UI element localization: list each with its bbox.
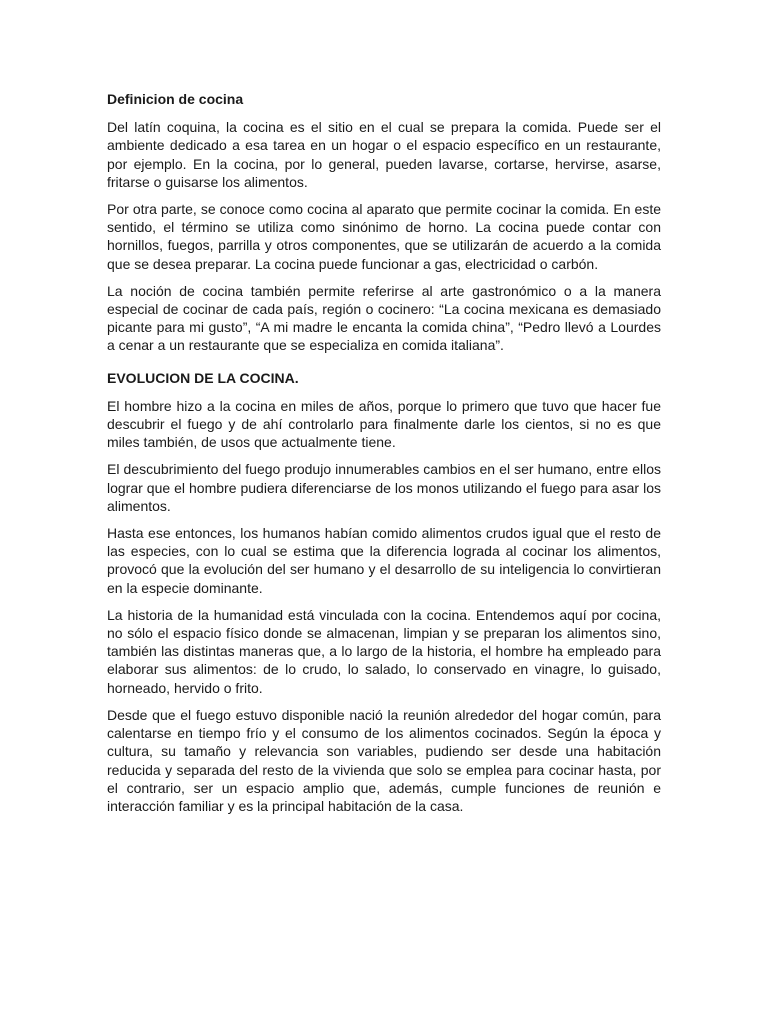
paragraph-definition-1: Del latín coquina, la cocina es el sitio en el cual se prepara la comida. Puede ser el ambiente dedicado a esa tarea en un hogar o el espacio específico en un restaurante, por ejemplo. En la cocina, por lo general, pueden lavarse, cortarse, hervirse, asarse, fritarse o guisarse los alimentos. [107,119,661,190]
paragraph-definition-2: Por otra parte, se conoce como cocina al aparato que permite cocinar la comida. En este sentido, el término se utiliza como sinónimo de horno. La cocina puede contar con hornillos, fuegos, parrilla y otros componentes, que se utilizarán de acuerdo a la comida que se desea preparar. La cocina puede funcionar a gas, electricidad o carbón. [107,201,661,272]
document-page [107,90,661,824]
paragraph-definition-3: La noción de cocina también permite referirse al arte gastronómico o a la manera especial de cocinar de cada país, región o cocinero: “La cocina mexicana es demasiado picante para mi gusto”, “A mi madre le encanta la comida china”, “Pedro llevó a Lourdes a cenar a un restaurante que se especializa en comida italiana”. [107,282,661,354]
paragraph-evolucion-1: El hombre hizo a la cocina en miles de años, porque lo primero que tuvo que hacer fue descubrir el fuego y de ahí controlarlo para finalmente darle los cientos, si no es que miles también, de usos que actualmente tiene. [107,397,661,451]
paragraph-evolucion-4: La historia de la humanidad está vinculada con la cocina. Entendemos aquí por cocina, no sólo el espacio físico donde se almacenan, limpian y se preparan los alimentos sino, también las distintas maneras que, a lo largo de la historia, el hombre ha empleado para elaborar sus alimentos: de lo crudo, lo salado, lo conservado en vinagre, lo guisado, horneado, hervido o frito. [107,606,661,696]
paragraph-evolucion-5: Desde que el fuego estuvo disponible nació la reunión alrededor del hogar común, para calentarse en tiempo frío y el consumo de los alimentos cocinados. Según la época y cultura, su tamaño y relevancia son variables, pudiendo ser desde una habitación reducida y separada del resto de la vivienda que solo se emplea para cocinar hasta, por el contrario, ser un espacio amplio que, además, cumple funciones de reunión e interacción familiar y es la principal habitación de la casa. [107,706,661,814]
paragraph-evolucion-2: El descubrimiento del fuego produjo innumerables cambios en el ser humano, entre ellos lograr que el hombre pudiera diferenciarse de los monos utilizando el fuego para asar los alimentos. [107,461,661,514]
document-title: Definicion de cocina [107,91,244,107]
paragraph-evolucion-3: Hasta ese entonces, los humanos habían comido alimentos crudos igual que el resto de las especies, con lo cual se estima que la diferencia lograda al cocinar los alimentos, provocó que la evolución del ser humano y el desarrollo de su inteligencia lo convirtieran en la especie dominante. [107,525,661,596]
section-heading-evolucion: EVOLUCION DE LA COCINA. [107,369,299,386]
